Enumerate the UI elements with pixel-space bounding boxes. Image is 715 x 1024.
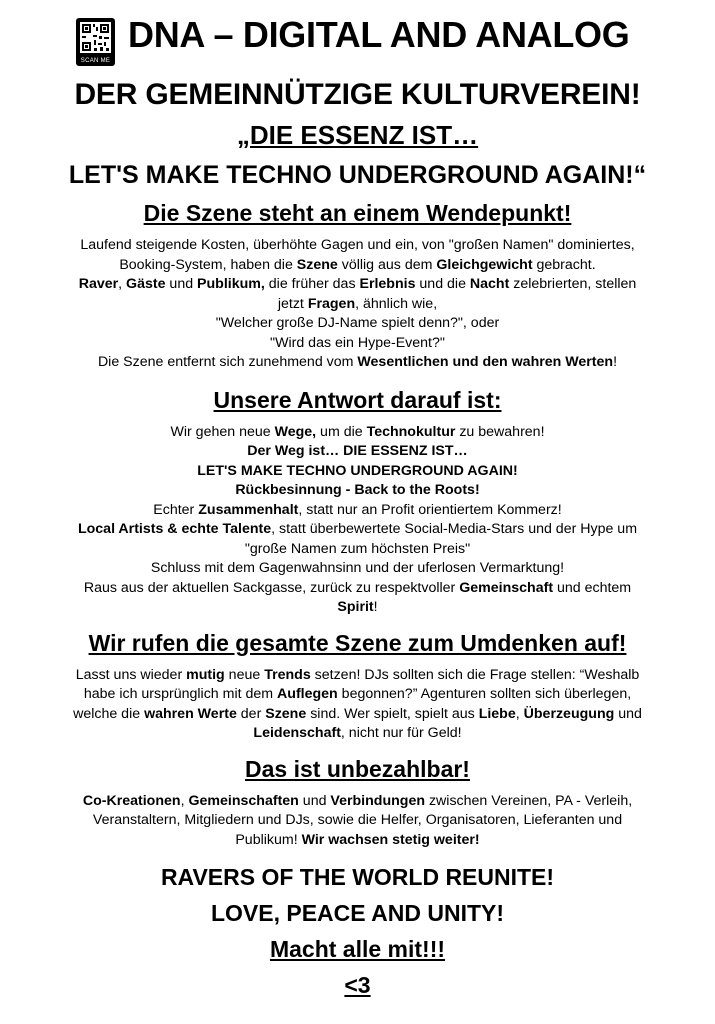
text-line: Die Szene entfernt sich zunehmend vom Wesentlichen und den wahren Werten! xyxy=(97,354,618,370)
text-line: Spirit! xyxy=(337,599,378,615)
text-line: Raver, Gäste und Publikum, die früher das Erlebnis und die Nacht zelebrierten, stellen xyxy=(78,276,637,292)
section-heading-wendepunkt: Die Szene steht an einem Wendepunkt! xyxy=(143,200,572,226)
section-heading-unbezahlbar: Das ist unbezahlbar! xyxy=(245,755,470,782)
section-text-wendepunkt xyxy=(40,236,675,373)
text-line: Lasst uns wieder mutig neue Trends setzen! DJs sollten sich die Frage stellen: “Weshalb xyxy=(75,666,640,683)
text-line: Schluss mit dem Gagenwahnsinn und der uferlosen Vermarktung! xyxy=(150,560,565,576)
page-title: DNA – DIGITAL AND ANALOG xyxy=(128,14,630,55)
text-line: habe ich ursprünglich mit dem Auflegen begonnen?” Agenturen sollten sich überlegen, xyxy=(83,686,632,702)
text-line: Rückbesinnung - Back to the Roots! xyxy=(235,482,480,498)
text-line: Der Weg ist… DIE ESSENZ IST… xyxy=(247,443,468,459)
closing-heart: <3 xyxy=(344,972,371,998)
text-line: Co-Kreationen, Gemeinschaften und Verbindungen zwischen Vereinen, PA - Verleih, xyxy=(82,792,633,809)
text-line: Wir gehen neue Wege, um die Technokultur zu bewahren! xyxy=(170,423,545,440)
text-line: "Wird das ein Hype-Event?" xyxy=(270,334,445,351)
motto-line-1: „DIE ESSENZ IST… xyxy=(236,120,479,150)
closing-love-peace: LOVE, PEACE AND UNITY! xyxy=(210,900,505,926)
section-heading-antwort: Unsere Antwort darauf ist: xyxy=(213,386,502,413)
section-heading-umdenken: Wir rufen die gesamte Szene zum Umdenken auf! xyxy=(88,629,627,656)
section-text-umdenken xyxy=(30,666,685,744)
text-line: Laufend steigende Kosten, überhöhte Gagen und ein, von "großen Namen" dominiertes, xyxy=(80,237,635,253)
text-line: Raus aus der aktuellen Sackgasse, zurück zu respektvoller Gemeinschaft und echtem xyxy=(83,579,632,596)
text-line: LET'S MAKE TECHNO UNDERGROUND AGAIN! xyxy=(197,462,518,479)
text-line: Booking-System, haben die Szene völlig aus dem Gleichgewicht gebracht. xyxy=(119,256,596,273)
section-text-unbezahlbar xyxy=(40,792,675,851)
text-line: "große Namen zum höchsten Preis" xyxy=(244,540,471,557)
text-line: jetzt Fragen, ähnlich wie, xyxy=(277,295,438,312)
closing-ravers: RAVERS OF THE WORLD REUNITE! xyxy=(160,864,555,890)
qr-scan-label: SCAN ME xyxy=(80,58,111,64)
subtitle: DER GEMEINNÜTZIGE KULTURVEREIN! xyxy=(74,78,641,111)
text-line: "Welcher große DJ-Name spielt denn?", oder xyxy=(215,315,500,331)
motto-line-2: LET'S MAKE TECHNO UNDERGROUND AGAIN!“ xyxy=(68,161,647,189)
section-text-antwort xyxy=(40,423,675,618)
text-line: Veranstaltern, Mitgliedern und DJs, sowie die Helfer, Organisatoren, Lieferanten und xyxy=(92,812,623,828)
text-line: Local Artists & echte Talente, statt überbewertete Social-Media-Stars und der Hype um xyxy=(77,521,638,537)
closing-macht-mit: Macht alle mit!!! xyxy=(269,936,446,962)
text-line: Leidenschaft, nicht nur für Geld! xyxy=(253,725,462,741)
header xyxy=(0,0,715,64)
qr-code-icon[interactable] xyxy=(76,18,115,66)
text-line: welche die wahren Werte der Szene sind. Wer spielt, spielt aus Liebe, Überzeugung und xyxy=(73,705,642,722)
text-line: Publikum! Wir wachsen stetig weiter! xyxy=(235,831,480,848)
text-line: Echter Zusammenhalt, statt nur an Profit orientiertem Kommerz! xyxy=(153,501,562,518)
